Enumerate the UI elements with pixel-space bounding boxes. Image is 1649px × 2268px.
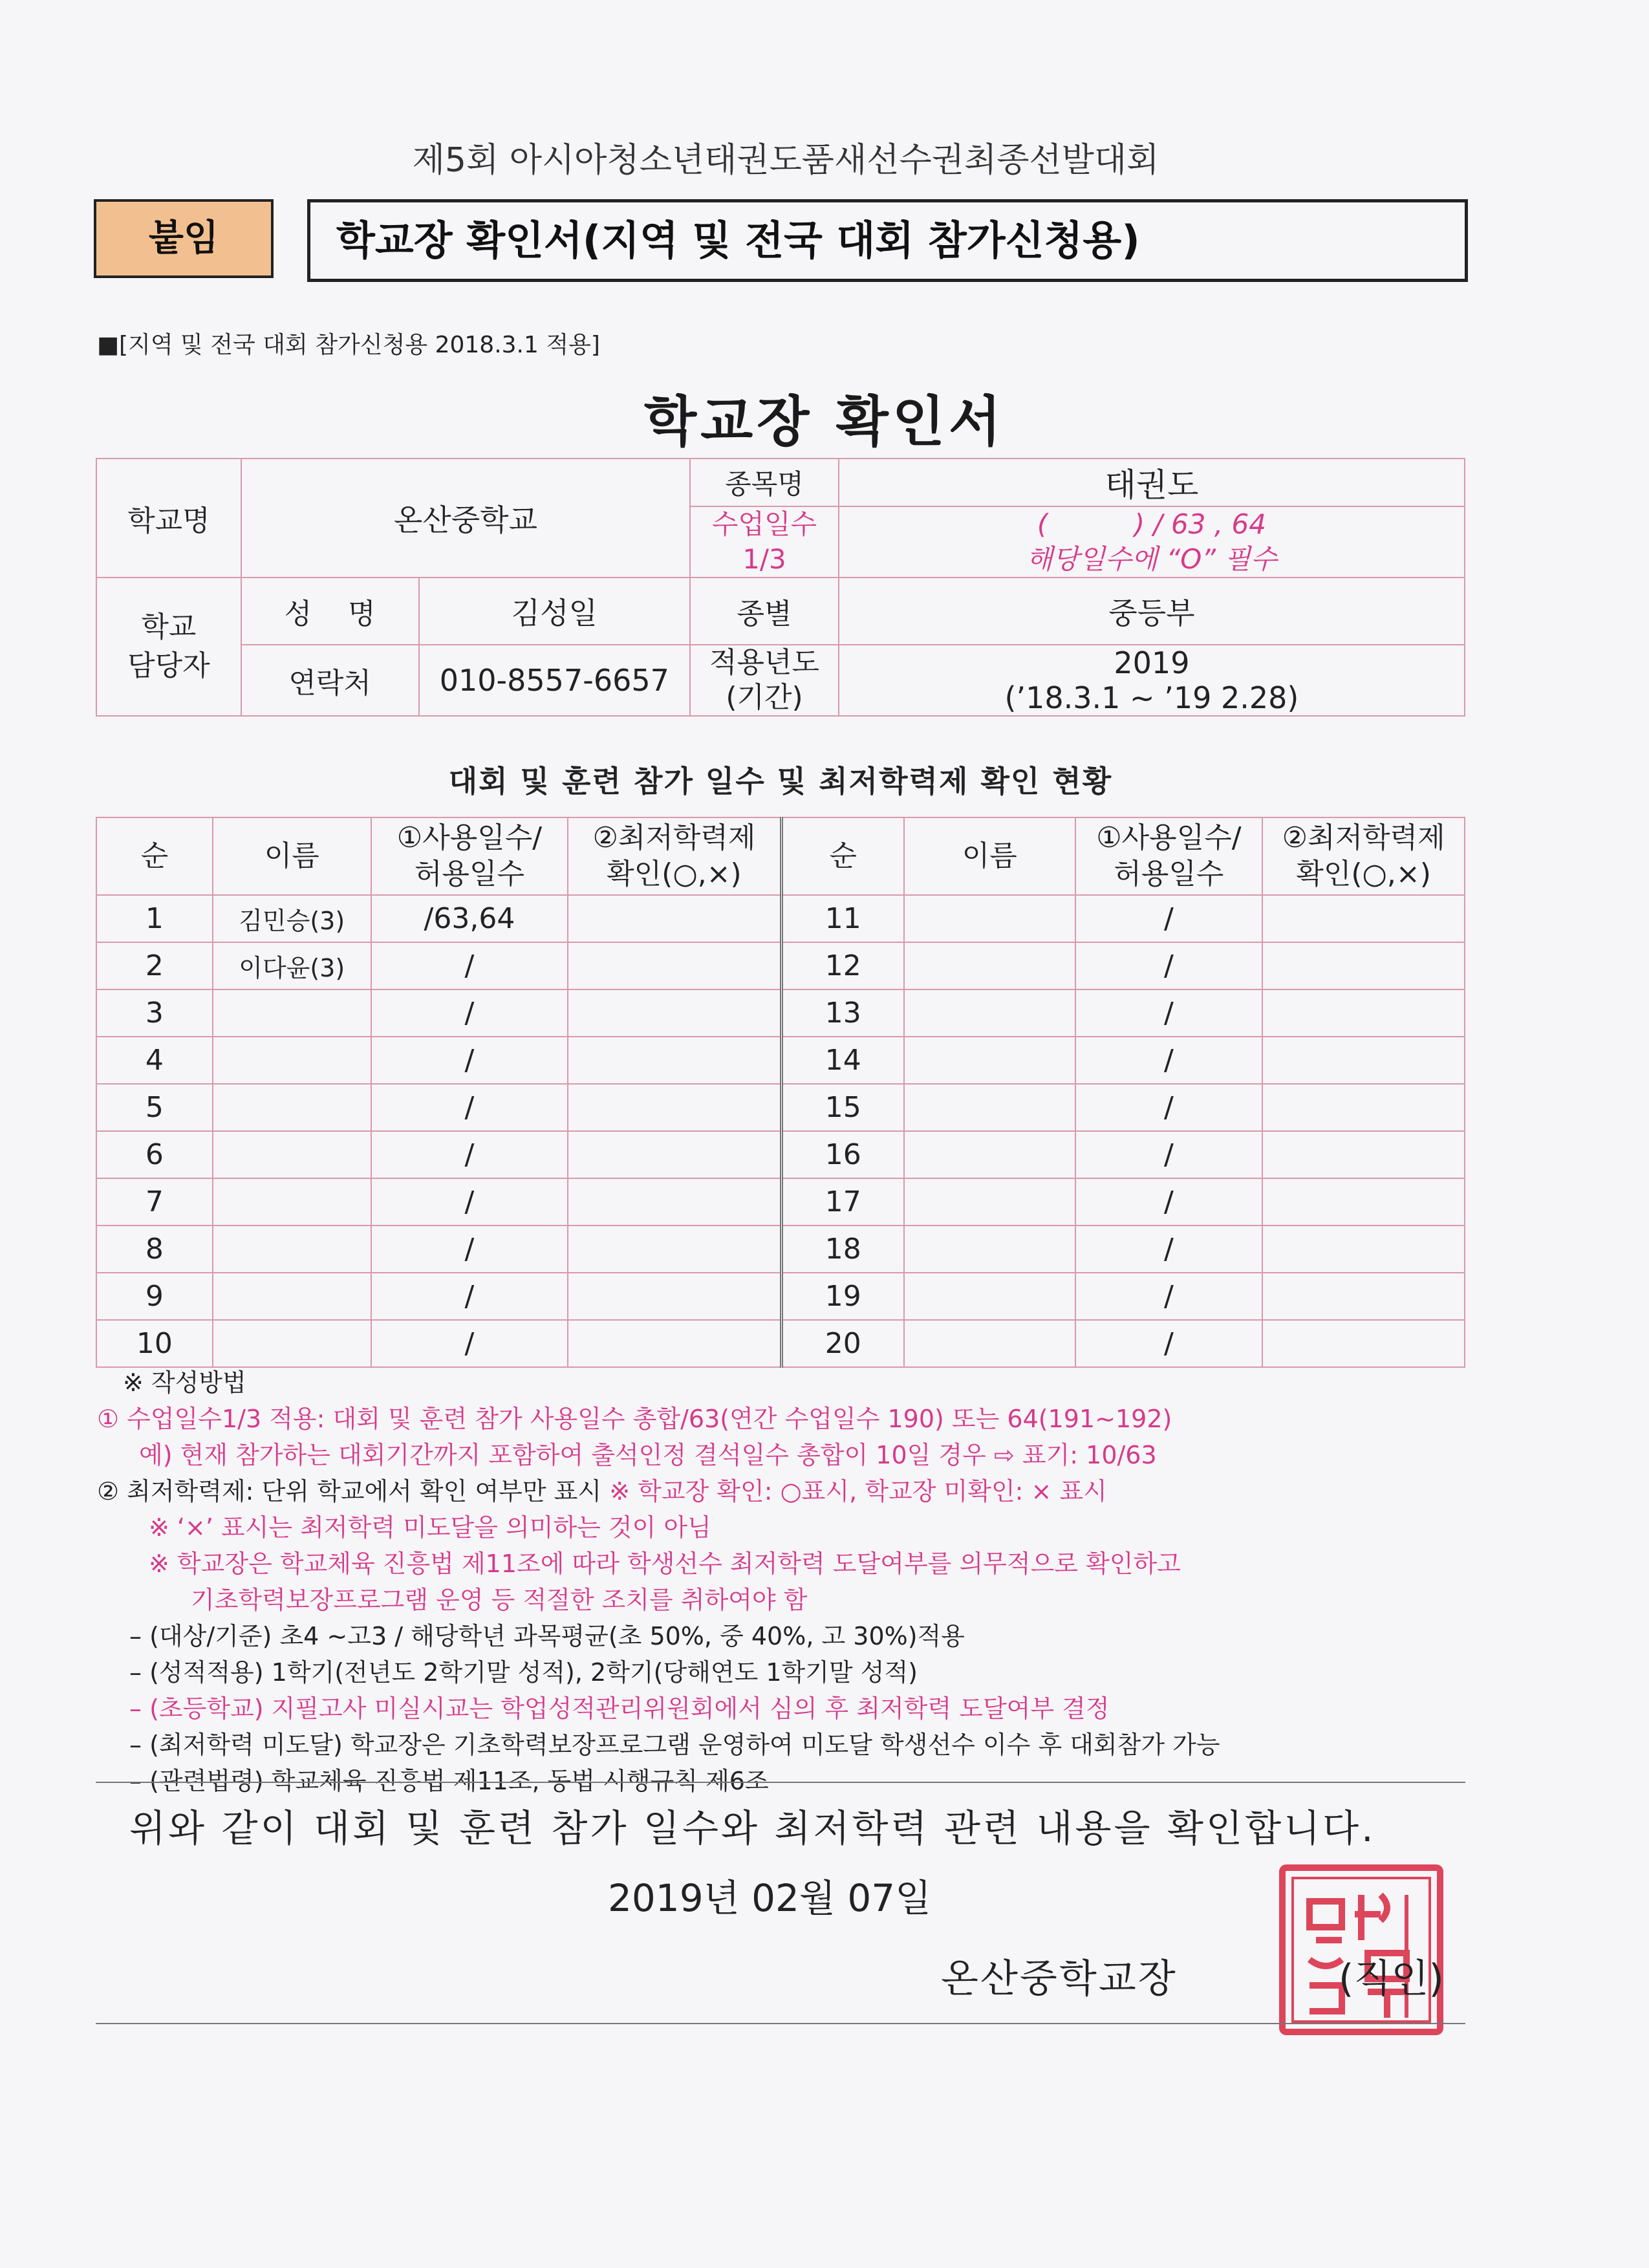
student-name <box>904 1273 1075 1320</box>
days-used: / <box>371 989 568 1037</box>
header-academic <box>568 817 781 895</box>
academic-check <box>1262 942 1465 989</box>
row-number: 5 <box>96 1084 213 1131</box>
principal-title: 온산중학교장 <box>941 1956 1178 2002</box>
guide-sub2: – (성적적용) 1학기(전년도 2학기말 성적), 2학기(당해연도 1학기말 성적) <box>129 1658 918 1687</box>
row-number: 16 <box>781 1131 904 1178</box>
days-used: / <box>371 1084 568 1131</box>
manager-label-line1: 학교 <box>141 610 197 643</box>
academic-check <box>1262 1084 1465 1131</box>
division-value: 중등부 <box>839 578 1465 645</box>
days-used: / <box>1075 1178 1263 1226</box>
academic-check <box>1262 1273 1465 1320</box>
header-academic-right <box>1262 817 1465 895</box>
year-label-line2: (기간) <box>726 681 803 714</box>
guide-sub3: – (초등학교) 지필고사 미실시교는 학업성적관리위원회에서 심의 후 최저학력 도달여부 결정 <box>129 1694 1110 1723</box>
class-days-label-text: 수업일수 <box>711 508 817 540</box>
academic-check <box>568 1273 781 1320</box>
guide-note2-a: ※ 학교장은 학교체육 진흥법 제11조에 따라 학생선수 최저학력 도달여부를 의무적으로 확인하고 <box>149 1550 1181 1578</box>
sport-label: 종목명 <box>690 459 839 506</box>
student-name <box>904 1178 1075 1226</box>
seal-label: (직인) <box>1339 1956 1444 2002</box>
days-used: / <box>1075 1037 1263 1084</box>
header-academic-right-line1: ②최저학력제 <box>1282 821 1445 854</box>
academic-check <box>568 1131 781 1178</box>
guide-item2-a: ② 최저학력제: 단위 학교에서 확인 여부만 표시 <box>97 1477 602 1506</box>
year-period: (’18.3.1 ~ ’19 2.28) <box>1004 680 1299 715</box>
table-row <box>96 1320 1465 1367</box>
row-number: 1 <box>96 895 213 942</box>
year-label-line1: 적용년도 <box>709 646 819 679</box>
days-used: / <box>1075 1226 1263 1273</box>
header-days-line2: 허용일수 <box>414 858 524 891</box>
contact-label: 연락처 <box>241 645 419 716</box>
student-name <box>904 895 1075 942</box>
guide-item1-b: 예) 현재 참가하는 대회기간까지 포함하여 출석인정 결석일수 총합이 10일 경우 ⇨ 표기: 10/63 <box>139 1441 1157 1469</box>
academic-check <box>568 942 781 989</box>
row-number: 18 <box>781 1226 904 1273</box>
header-days-right-line1: ①사용일수/ <box>1096 821 1242 854</box>
days-used: / <box>371 1131 568 1178</box>
table-row <box>96 989 1465 1037</box>
info-table <box>96 458 1465 717</box>
header-days <box>371 817 568 895</box>
header-name: 이름 <box>213 817 371 895</box>
event-title: 제5회 아시아청소년태권도품새선수권최종선발대회 <box>412 141 1159 180</box>
row-number: 9 <box>96 1273 213 1320</box>
academic-check <box>1262 1178 1465 1226</box>
attachment-badge: 붙임 <box>94 199 274 278</box>
guide-note2-b: 기초학력보장프로그램 운영 등 적절한 조치를 취하여야 함 <box>191 1586 808 1614</box>
academic-check <box>1262 1037 1465 1084</box>
manager-name: 김성일 <box>419 578 691 645</box>
row-number: 13 <box>781 989 904 1037</box>
student-name <box>904 1226 1075 1273</box>
days-used: / <box>371 942 568 989</box>
contact-value: 010-8557-6657 <box>419 645 691 716</box>
confirmation-text: 위와 같이 대회 및 훈련 참가 일수와 최저학력 관련 내용을 확인합니다. <box>129 1806 1376 1850</box>
student-name: 김민승(3) <box>213 895 371 942</box>
guide-sub5: – (관련법령) 학교체육 진흥법 제11조, 동법 시행규칙 제6조 <box>129 1767 769 1795</box>
header-days-line1: ①사용일수/ <box>396 821 543 854</box>
section-heading: 대회 및 훈련 참가 일수 및 최저학력제 확인 현황 <box>448 764 1113 799</box>
header-num-right: 순 <box>781 817 904 895</box>
guide-item2-b: ※ 학교장 확인: ○표시, 학교장 미확인: × 표시 <box>609 1477 1107 1506</box>
row-number: 3 <box>96 989 213 1037</box>
days-used: / <box>371 1178 568 1226</box>
class-days-value <box>839 506 1465 578</box>
divider-bottom <box>96 2023 1465 2024</box>
academic-check <box>568 1320 781 1367</box>
class-days-label <box>690 506 839 578</box>
row-number: 14 <box>781 1037 904 1084</box>
academic-check <box>1262 1131 1465 1178</box>
row-number: 17 <box>781 1178 904 1226</box>
application-notice: ■[지역 및 전국 대회 참가신청용 2018.3.1 적용] <box>97 332 600 358</box>
name-label: 성 명 <box>241 578 419 645</box>
row-number: 12 <box>781 942 904 989</box>
row-number: 4 <box>96 1037 213 1084</box>
table-row <box>96 1273 1465 1320</box>
class-days-input: ( ) / 63 , 64 <box>1037 508 1266 540</box>
guide-item2 <box>97 1473 1474 1509</box>
school-name: 온산중학교 <box>241 459 690 578</box>
guide-sub1: – (대상/기준) 초4 ~고3 / 해당학년 과목평균(초 50%, 중 40%, 고 30%)적용 <box>129 1622 965 1650</box>
header-num: 순 <box>96 817 213 895</box>
table-row <box>96 1037 1465 1084</box>
document-title: 학교장 확인서 <box>643 390 1006 453</box>
class-days-fraction: 1/3 <box>742 543 786 575</box>
guide-title: ※ 작성방법 <box>123 1368 246 1397</box>
row-number: 20 <box>781 1320 904 1367</box>
days-used: / <box>1075 1084 1263 1131</box>
table-row <box>96 1178 1465 1226</box>
days-used: / <box>1075 1320 1263 1367</box>
student-name <box>904 1084 1075 1131</box>
form-title: 학교장 확인서(지역 및 전국 대회 참가신청용) <box>307 199 1468 282</box>
row-number: 8 <box>96 1226 213 1273</box>
days-used: / <box>1075 895 1263 942</box>
student-name <box>213 989 371 1037</box>
student-name <box>213 1320 371 1367</box>
student-name <box>904 989 1075 1037</box>
days-used: / <box>1075 1131 1263 1178</box>
student-name <box>213 1037 371 1084</box>
divider-top <box>96 1782 1465 1783</box>
student-name <box>904 942 1075 989</box>
academic-check <box>1262 895 1465 942</box>
days-used: / <box>371 1273 568 1320</box>
academic-check <box>1262 1226 1465 1273</box>
row-number: 7 <box>96 1178 213 1226</box>
row-number: 10 <box>96 1320 213 1367</box>
row-number: 11 <box>781 895 904 942</box>
guide-sub4: – (최저학력 미도달) 학교장은 기초학력보장프로그램 운영하여 미도달 학생선수 이수 후 대회참가 가능 <box>129 1731 1220 1759</box>
table-row <box>96 895 1465 942</box>
student-name <box>213 1273 371 1320</box>
student-name <box>213 1084 371 1131</box>
academic-check <box>568 895 781 942</box>
academic-check <box>568 1226 781 1273</box>
table-row <box>96 942 1465 989</box>
table-header-row <box>96 817 1465 895</box>
year-value-cell <box>839 645 1465 716</box>
academic-check <box>1262 989 1465 1037</box>
days-used: /63,64 <box>371 895 568 942</box>
year-label <box>690 645 839 716</box>
header-academic-line2: 확인(○,×) <box>607 858 742 891</box>
table-row <box>96 1226 1465 1273</box>
row-number: 6 <box>96 1131 213 1178</box>
academic-check <box>568 1084 781 1131</box>
student-name <box>904 1131 1075 1178</box>
row-number: 19 <box>781 1273 904 1320</box>
row-number: 15 <box>781 1084 904 1131</box>
participation-table <box>96 817 1465 1368</box>
writing-guide <box>97 1365 1474 1799</box>
days-used: / <box>1075 989 1263 1037</box>
student-name: 이다윤(3) <box>213 942 371 989</box>
days-used: / <box>1075 1273 1263 1320</box>
student-name <box>213 1178 371 1226</box>
school-label: 학교명 <box>96 459 241 578</box>
issue-date: 2019년 02월 07일 <box>608 1876 932 1920</box>
academic-check <box>1262 1320 1465 1367</box>
academic-check <box>568 1178 781 1226</box>
days-used: / <box>1075 942 1263 989</box>
header-name-right: 이름 <box>904 817 1075 895</box>
academic-check <box>568 1037 781 1084</box>
academic-check <box>568 989 781 1037</box>
header-academic-right-line2: 확인(○,×) <box>1296 858 1431 891</box>
guide-note1: ※ ‘×’ 표시는 최저학력 미도달을 의미하는 것이 아님 <box>149 1513 711 1542</box>
student-name <box>213 1131 371 1178</box>
table-row <box>96 1131 1465 1178</box>
student-name <box>213 1226 371 1273</box>
year-value: 2019 <box>1114 645 1190 680</box>
header-days-right-line2: 허용일수 <box>1114 858 1224 891</box>
student-name <box>904 1320 1075 1367</box>
sport-value: 태권도 <box>839 459 1465 506</box>
header-academic-line1: ②최저학력제 <box>592 821 756 854</box>
row-number: 2 <box>96 942 213 989</box>
table-row <box>96 1084 1465 1131</box>
days-used: / <box>371 1320 568 1367</box>
guide-item1-a: ① 수업일수1/3 적용: 대회 및 훈련 참가 사용일수 총합/63(연간 수업일수 190) 또는 64(191~192) <box>97 1405 1172 1433</box>
header-days-right <box>1075 817 1263 895</box>
student-name <box>904 1037 1075 1084</box>
days-used: / <box>371 1226 568 1273</box>
class-days-note: 해당일수에 “O” 필수 <box>1026 543 1277 575</box>
manager-label <box>96 578 241 716</box>
manager-label-line2: 담당자 <box>127 649 210 682</box>
days-used: / <box>371 1037 568 1084</box>
division-label: 종별 <box>690 578 839 645</box>
